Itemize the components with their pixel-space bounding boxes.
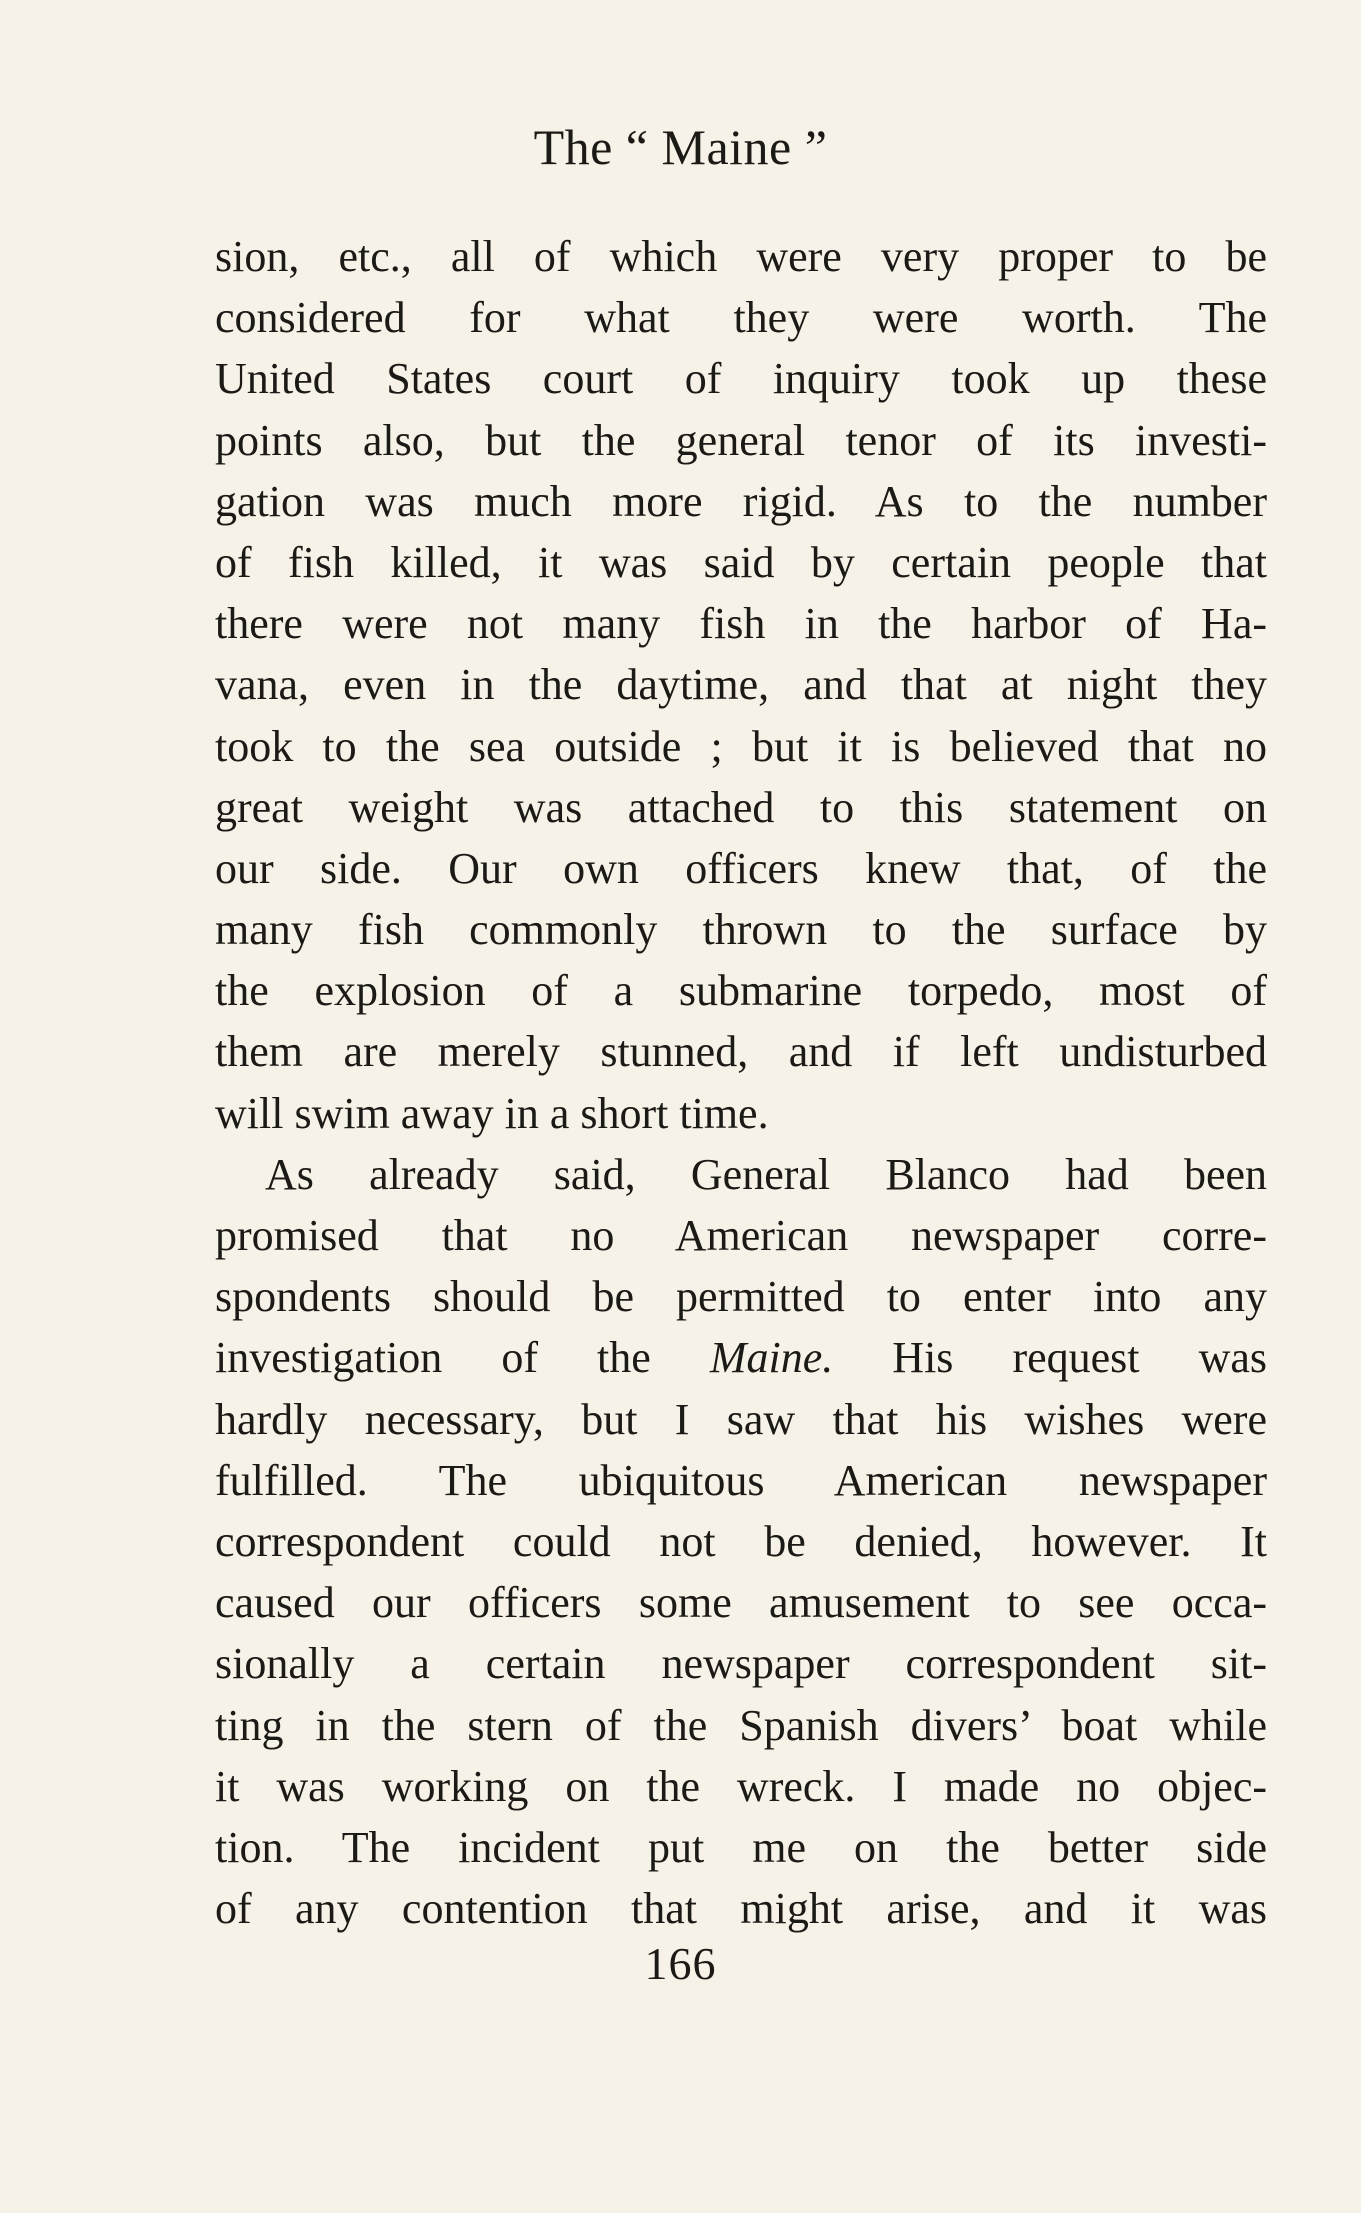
text-line: correspondent could not be denied, however. It (215, 1516, 1267, 1566)
text-line: considered for what they were worth. The (215, 293, 1267, 343)
page-number: 166 (644, 1938, 717, 1989)
text-line: caused our officers some amusement to see occa- (215, 1578, 1267, 1628)
text-line: As already said, General Blanco had been (265, 1149, 1267, 1199)
text-line: our side. Our own officers knew that, of the (215, 843, 1267, 893)
ship-name-italic: Maine. (709, 1333, 834, 1383)
text-run: His request was (833, 1333, 1267, 1383)
text-line: of fish killed, it was said by certain people that (215, 537, 1267, 587)
text-line: many fish commonly thrown to the surface by (215, 905, 1267, 955)
text-line: United States court of inquiry took up these (215, 354, 1267, 404)
text-line: there were not many fish in the harbor of Ha- (215, 599, 1267, 649)
text-line: ting in the stern of the Spanish divers’ boat while (215, 1700, 1267, 1750)
text-line: of any contention that might arise, and it was (215, 1884, 1267, 1934)
text-line: spondents should be permitted to enter into any (215, 1272, 1267, 1322)
text-line: gation was much more rigid. As to the number (215, 476, 1267, 526)
text-line: them are merely stunned, and if left undisturbed (215, 1027, 1267, 1077)
text-line: great weight was attached to this statement on (215, 782, 1267, 832)
text-line: it was working on the wreck. I made no objec- (215, 1761, 1267, 1811)
text-line: will swim away in a short time. (215, 1088, 769, 1138)
text-run: investigation of the (215, 1333, 710, 1383)
body-text (215, 226, 1267, 1939)
text-line: hardly necessary, but I saw that his wishes were (215, 1394, 1267, 1444)
text-line: points also, but the general tenor of its investi- (215, 415, 1267, 465)
text-line: tion. The incident put me on the better side (215, 1822, 1267, 1872)
text-line: fulfilled. The ubiquitous American newspaper (215, 1455, 1267, 1505)
text-line: promised that no American newspaper corre- (215, 1211, 1267, 1260)
text-line: took to the sea outside ; but it is believed that no (215, 721, 1267, 771)
text-line: sionally a certain newspaper correspondent sit- (215, 1639, 1267, 1689)
text-line: vana, even in the daytime, and that at night they (215, 660, 1267, 710)
running-head: The “ Maine ” (533, 119, 828, 175)
text-line (215, 1327, 1267, 1388)
text-line: the explosion of a submarine torpedo, most of (215, 966, 1267, 1016)
text-line: sion, etc., all of which were very proper to be (215, 232, 1267, 281)
